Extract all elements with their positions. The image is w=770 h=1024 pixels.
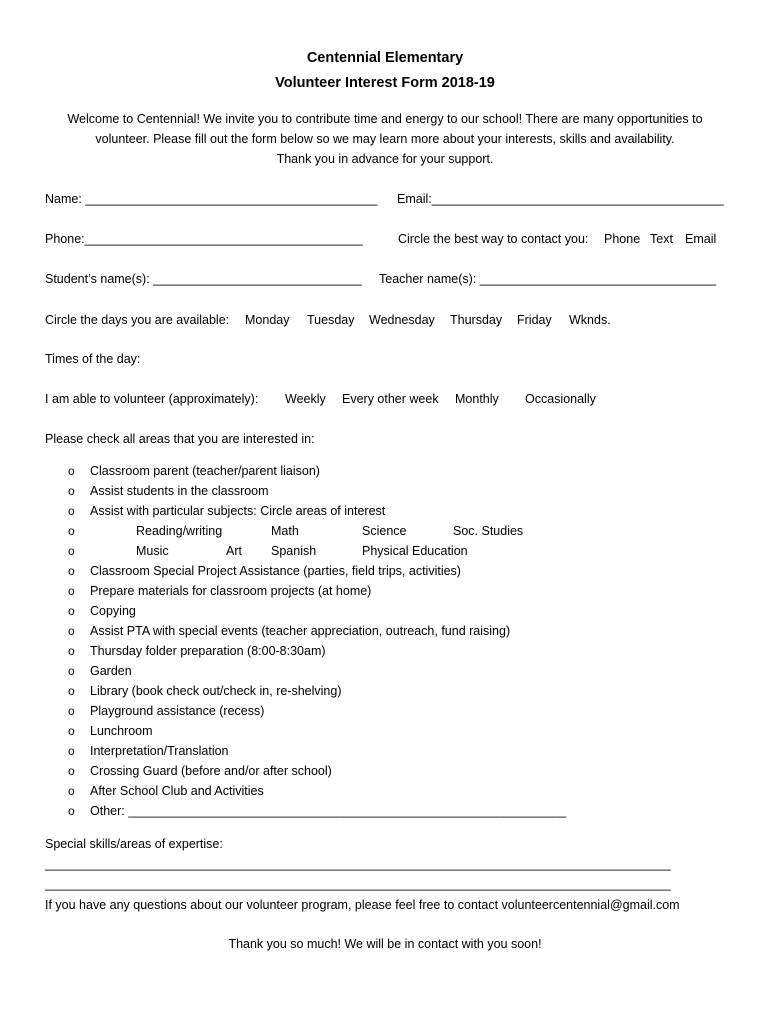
interest-label: After School Club and Activities <box>90 784 264 798</box>
checkbox-bullet-icon[interactable]: o <box>68 704 75 718</box>
day-option-thursday[interactable]: Thursday <box>450 313 503 327</box>
interest-label: Crossing Guard (before and/or after school) <box>90 764 332 778</box>
day-option-tuesday[interactable]: Tuesday <box>307 313 355 327</box>
form-title: Volunteer Interest Form 2018-19 <box>275 75 495 91</box>
interest-label: Playground assistance (recess) <box>90 704 265 718</box>
name-field[interactable]: Name: __________________________________________ <box>45 192 378 206</box>
interest-label: Lunchroom <box>90 724 153 738</box>
contact-option-text[interactable]: Text <box>650 232 673 246</box>
subject-option-music[interactable]: Music <box>136 544 169 558</box>
checkbox-bullet-icon[interactable]: o <box>68 604 75 618</box>
subject-option-art[interactable]: Art <box>226 544 242 558</box>
day-option-weekends[interactable]: Wknds. <box>569 313 611 327</box>
intro-line-3: Thank you in advance for your support. <box>276 152 494 166</box>
subject-option-math[interactable]: Math <box>271 524 299 538</box>
checkbox-bullet-icon[interactable]: o <box>68 764 75 778</box>
contact-option-email[interactable]: Email <box>685 232 717 246</box>
subject-option-reading-writing[interactable]: Reading/writing <box>136 524 223 538</box>
times-label[interactable]: Times of the day: <box>45 352 141 366</box>
school-name: Centennial Elementary <box>306 50 464 66</box>
frequency-label: I am able to volunteer (approximately): <box>45 392 259 406</box>
interest-label: Interpretation/Translation <box>90 744 229 758</box>
other-interest-field[interactable]: Other: _______________________________________________________________ <box>90 804 567 818</box>
interest-label: Assist students in the classroom <box>90 484 269 498</box>
checkbox-bullet-icon[interactable]: o <box>68 564 75 578</box>
interest-label: Prepare materials for classroom projects (at home) <box>90 584 372 598</box>
day-option-friday[interactable]: Friday <box>517 313 552 327</box>
checkbox-bullet-icon[interactable]: o <box>68 804 75 818</box>
teacher-names-field[interactable]: Teacher name(s): __________________________________ <box>379 272 717 286</box>
contact-option-phone[interactable]: Phone <box>604 232 641 246</box>
subject-option-physical-education[interactable]: Physical Education <box>362 544 468 558</box>
checkbox-bullet-icon[interactable]: o <box>68 744 75 758</box>
subject-option-soc-studies[interactable]: Soc. Studies <box>453 524 524 538</box>
intro-line-1: Welcome to Centennial! We invite you to contribute time and energy to our school! There are many opportunities to <box>67 112 703 126</box>
day-option-monday[interactable]: Monday <box>245 313 290 327</box>
interest-label: Assist with particular subjects: Circle areas of interest <box>90 504 386 518</box>
checkbox-bullet-icon[interactable]: o <box>68 724 75 738</box>
interest-label: Garden <box>90 664 132 678</box>
days-label: Circle the days you are available: <box>45 313 230 327</box>
skills-label: Special skills/areas of expertise: <box>45 837 223 851</box>
checkbox-bullet-icon[interactable]: o <box>68 464 75 478</box>
interest-label: Classroom Special Project Assistance (parties, field trips, activities) <box>90 564 461 578</box>
checkbox-bullet-icon[interactable]: o <box>68 784 75 798</box>
checkbox-bullet-icon[interactable]: o <box>68 524 75 538</box>
frequency-option-every-other-week[interactable]: Every other week <box>342 392 439 406</box>
day-option-wednesday[interactable]: Wednesday <box>369 313 435 327</box>
contact-method-label: Circle the best way to contact you: <box>398 232 589 246</box>
email-field[interactable]: Email:__________________________________________ <box>397 192 724 206</box>
phone-field[interactable]: Phone:________________________________________ <box>45 232 363 246</box>
frequency-option-weekly[interactable]: Weekly <box>285 392 326 406</box>
checkbox-bullet-icon[interactable]: o <box>68 664 75 678</box>
subjects-row <box>68 544 668 562</box>
checkbox-bullet-icon[interactable]: o <box>68 624 75 638</box>
intro-line-2: volunteer. Please fill out the form below so we may learn more about your interests, skills and availability. <box>95 132 675 146</box>
frequency-option-monthly[interactable]: Monthly <box>455 392 499 406</box>
checkbox-bullet-icon[interactable]: o <box>68 544 75 558</box>
closing-thanks: Thank you so much! We will be in contact with you soon! <box>228 937 542 951</box>
interest-label: Copying <box>90 604 136 618</box>
interests-label: Please check all areas that you are interested in: <box>45 432 315 446</box>
interest-label: Thursday folder preparation (8:00-8:30am) <box>90 644 326 658</box>
student-names-field[interactable]: Student’s name(s): ______________________________ <box>45 272 362 286</box>
interest-label: Classroom parent (teacher/parent liaison) <box>90 464 320 478</box>
interest-label: Library (book check out/check in, re-shelving) <box>90 684 342 698</box>
checkbox-bullet-icon[interactable]: o <box>68 644 75 658</box>
contact-note: If you have any questions about our volunteer program, please feel free to contact volunteercentennial@gmail.com <box>45 898 680 912</box>
skills-line-1[interactable]: __________________________________________________________________________________________ <box>45 857 671 871</box>
subject-option-science[interactable]: Science <box>362 524 407 538</box>
frequency-option-occasionally[interactable]: Occasionally <box>525 392 596 406</box>
checkbox-bullet-icon[interactable]: o <box>68 584 75 598</box>
checkbox-bullet-icon[interactable]: o <box>68 684 75 698</box>
checkbox-bullet-icon[interactable]: o <box>68 504 75 518</box>
interest-label: Assist PTA with special events (teacher appreciation, outreach, fund raising) <box>90 624 511 638</box>
subjects-row <box>68 524 668 542</box>
subject-option-spanish[interactable]: Spanish <box>271 544 317 558</box>
checkbox-bullet-icon[interactable]: o <box>68 484 75 498</box>
skills-line-2[interactable]: __________________________________________________________________________________________ <box>45 877 671 891</box>
